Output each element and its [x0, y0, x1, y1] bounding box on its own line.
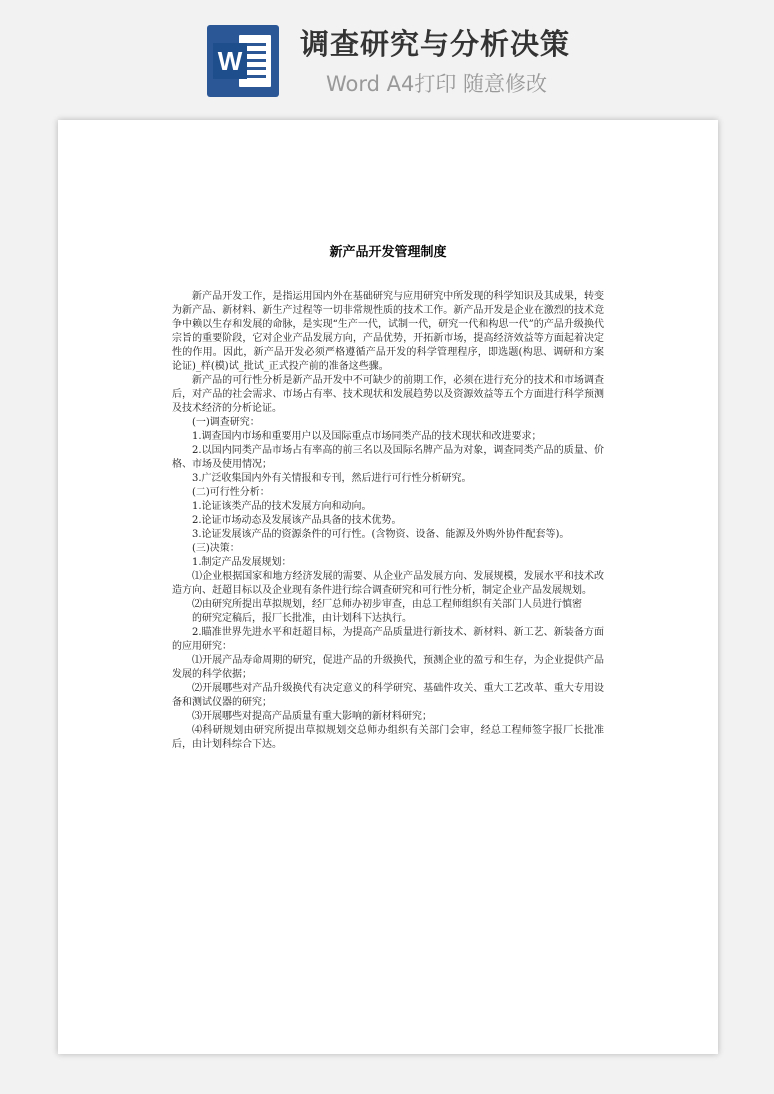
document-body [172, 290, 604, 752]
word-icon-letter: W [213, 43, 247, 79]
paragraph: 新产品的可行性分析是新产品开发中不可缺少的前期工作，必须在进行充分的技术和市场调查后，对产品的社会需求、市场占有率、技术现状和发展趋势以及资源效益等五个方面进行科学预测及技术经济的分析论证。 [172, 375, 604, 414]
banner [0, 0, 774, 118]
banner-subtitle: Word A4打印 随意修改 [326, 72, 548, 96]
document-page [58, 120, 718, 1054]
banner-title: 调查研究与分析决策 [300, 27, 571, 61]
paragraph: ⑵开展哪些对产品升级换代有决定意义的科学研究、基础件攻关、重大工艺改革、重大专用设备和测试仪器的研究； [172, 683, 604, 708]
paragraph: 2.瞄准世界先进水平和赶超目标，为提高产品质量进行新技术、新材料、新工艺、新装备方面的应用研究： [172, 627, 604, 652]
paragraph: ⑴开展产品寿命周期的研究，促进产品的升级换代，预测企业的盈亏和生存，为企业提供产品发展的科学依据； [172, 655, 604, 680]
paragraph: 1.调查国内市场和重要用户以及国际重点市场同类产品的技术现状和改进要求； [192, 431, 542, 442]
paragraph: ⑶开展哪些对提高产品质量有重大影响的新材料研究； [192, 711, 432, 722]
paragraph: (三)决策： [192, 543, 240, 554]
paragraph: ⑴企业根据国家和地方经济发展的需要、从企业产品发展方向、发展规模，发展水平和技术改造方向、赶超目标以及企业现有条件进行综合调查研究和可行性分析，制定企业产品发展规划。 [172, 571, 604, 596]
paragraph: 3.广泛收集国内外有关情报和专刊，然后进行可行性分析研究。 [192, 473, 472, 484]
paragraph: 1.制定产品发展规划： [192, 557, 292, 568]
paragraph: 2.论证市场动态及发展该产品具备的技术优势。 [192, 515, 402, 526]
paragraph: (一)调查研究： [192, 417, 260, 428]
paragraph: 2.以国内同类产品市场占有率高的前三名以及国际名牌产品为对象，调查同类产品的质量、价格、市场及使用情况； [172, 445, 604, 470]
word-app-icon [207, 25, 279, 97]
paragraph: 3.论证发展该产品的资源条件的可行性。(含物资、设备、能源及外购外协件配套等)。 [192, 529, 570, 540]
paragraph: 的研究定稿后，报厂长批准，由计划科下达执行。 [192, 613, 412, 624]
paragraph: 1.论证该类产品的技术发展方向和动向。 [192, 501, 372, 512]
document-title: 新产品开发管理制度 [329, 245, 447, 260]
paragraph: 新产品开发工作，是指运用国内外在基础研究与应用研究中所发现的科学知识及其成果，转变为新产品、新材料、新生产过程等一切非常规性质的技术工作。新产品开发是企业在激烈的技术竞争中赖以生存和发展的命脉，是实现“生产一代，试制一代，研究一代和构思一代”的产品升级换代宗旨的重要阶段，它对企业产品发展方向，产品优势，开拓新市场，提高经济效益等方面起着决定性的作用。因此，新产品开发必须严格遵循产品开发的科学管理程序，即选题(构思、调研和方案论证)_样(模)试_批试_正式投产前的准备这些骤。 [172, 291, 604, 372]
paragraph: ⑵由研究所提出草拟规划，经厂总师办初步审查，由总工程师组织有关部门人员进行慎密 [192, 599, 582, 610]
paragraph: ⑷科研规划由研究所提出草拟规划交总师办组织有关部门会审，经总工程师签字报厂长批准后，由计划科综合下达。 [172, 725, 604, 750]
paragraph: (二)可行性分析： [192, 487, 270, 498]
